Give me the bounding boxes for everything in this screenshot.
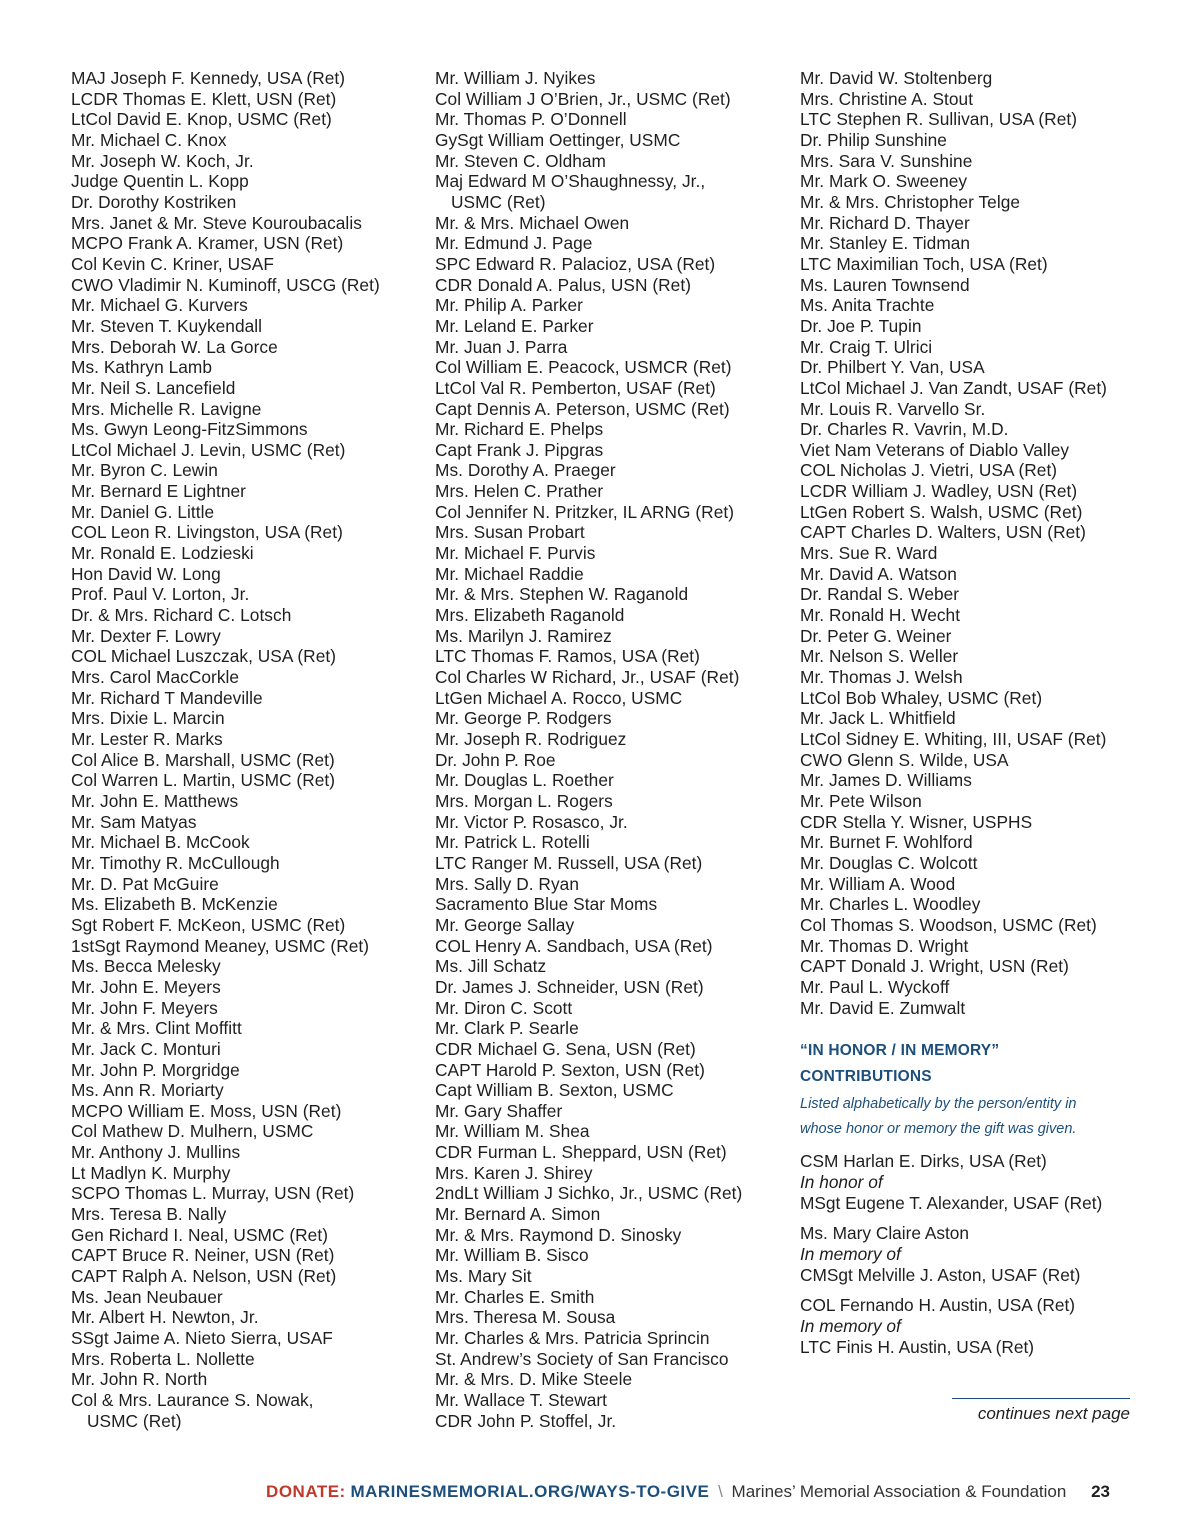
honor-entry (800, 1223, 1145, 1286)
donor-name: Mr. William A. Wood (800, 873, 956, 894)
donor-name: Capt Dennis A. Peterson, USMC (Ret) (435, 398, 730, 419)
donor-name: Mr. Leland E. Parker (435, 315, 594, 336)
donor-name: Mr. D. Pat McGuire (71, 873, 219, 894)
donor-name: Lt Madlyn K. Murphy (71, 1162, 231, 1183)
donor-name: Mr. Richard T Mandeville (71, 687, 263, 708)
donor-column-2 (435, 68, 785, 1431)
donor-name: Mr. Thomas D. Wright (800, 935, 969, 956)
donor-name: Mr. Charles L. Woodley (800, 894, 981, 915)
donor-name: MAJ Joseph F. Kennedy, USA (Ret) (71, 68, 346, 88)
honoree: MSgt Eugene T. Alexander, USAF (Ret) (800, 1193, 1103, 1214)
continues-next-page: continues next page (952, 1398, 1130, 1424)
donor-name: Col Warren L. Martin, USMC (Ret) (71, 770, 336, 791)
honor-note-line-2: whose honor or memory the gift was given. (800, 1121, 1077, 1138)
donor-name: Mr. George P. Rodgers (435, 708, 612, 729)
donor-name: Mr. James D. Williams (800, 770, 972, 791)
donor-name: Mr. John F. Meyers (71, 997, 218, 1018)
donor-name: Dr. Charles R. Vavrin, M.D. (800, 419, 1009, 440)
donor-name: LTC Maximilian Toch, USA (Ret) (800, 253, 1048, 274)
donor-name: Mr. Bernard A. Simon (435, 1204, 601, 1225)
donor-name: COL Leon R. Livingston, USA (Ret) (71, 522, 343, 543)
donor-name: CDR Donald A. Palus, USN (Ret) (435, 274, 692, 295)
donor-name: Mr. Charles E. Smith (435, 1286, 595, 1307)
donor-name: Mr. Douglas C. Wolcott (800, 852, 978, 873)
donor-name: Mrs. Susan Probart (435, 522, 585, 543)
donate-link[interactable]: MARINESMEMORIAL.ORG/WAYS-TO-GIVE (350, 1482, 710, 1501)
donor-name: COL Nicholas J. Vietri, USA (Ret) (800, 460, 1058, 481)
honor-relation: In honor of (800, 1172, 883, 1193)
donor-name: LtCol Sidney E. Whiting, III, USAF (Ret) (800, 729, 1107, 749)
donor-name: Mr. Philip A. Parker (435, 295, 583, 316)
donor-name: 2ndLt William J Sichko, Jr., USMC (Ret) (435, 1183, 743, 1204)
donor-name: CAPT Donald J. Wright, USN (Ret) (800, 956, 1069, 977)
donor-name: Dr. Philip Sunshine (800, 129, 947, 150)
donor-name: Mr. Thomas J. Welsh (800, 667, 963, 688)
page-footer (266, 1482, 1110, 1502)
donor-name: Mr. Craig T. Ulrici (800, 336, 933, 357)
donor-name: CWO Vladimir N. Kuminoff, USCG (Ret) (71, 274, 380, 295)
donor-name: Mr. Stanley E. Tidman (800, 233, 971, 254)
donor-name: Dr. & Mrs. Richard C. Lotsch (71, 605, 292, 626)
donor-name: Capt William B. Sexton, USMC (435, 1080, 674, 1101)
donor-name: Mr. Michael C. Knox (71, 129, 227, 150)
donor-column-3 (800, 68, 1145, 1358)
donor-name: LCDR Thomas E. Klett, USN (Ret) (71, 88, 337, 109)
donor-name: CWO Glenn S. Wilde, USA (800, 749, 1009, 770)
donor-name: Mrs. Roberta L. Nollette (71, 1348, 255, 1369)
donor-name: Mrs. Karen J. Shirey (435, 1162, 593, 1183)
page-number: 23 (1091, 1482, 1110, 1501)
organization-name: Marines’ Memorial Association & Foundation (731, 1482, 1067, 1501)
donor-name: Mr. Bernard E Lightner (71, 481, 246, 502)
donor-name: Mr. Steven C. Oldham (435, 150, 606, 171)
donor-name: Mr. William M. Shea (435, 1121, 590, 1142)
donor-name: Dr. Dorothy Kostriken (71, 191, 237, 212)
donor-name: Mr. Louis R. Varvello Sr. (800, 398, 986, 419)
honor-entry (800, 1151, 1145, 1214)
donor-name: Mr. William B. Sisco (435, 1245, 589, 1266)
donor-name: Mr. Byron C. Lewin (71, 460, 218, 481)
honor-entry (800, 1295, 1145, 1358)
donor-name: LTC Thomas F. Ramos, USA (Ret) (435, 646, 700, 667)
donor-name: Col Alice B. Marshall, USMC (Ret) (71, 749, 335, 770)
donor-name: Mrs. Deborah W. La Gorce (71, 336, 278, 357)
donor-name: Mr. Ronald E. Lodzieski (71, 543, 254, 564)
donor-name: LtCol Val R. Pemberton, USAF (Ret) (435, 377, 716, 398)
donor-name: Mrs. Carol MacCorkle (71, 667, 240, 688)
donor-name: Col William J O’Brien, Jr., USMC (Ret) (435, 88, 731, 109)
donor-name: SPC Edward R. Palacioz, USA (Ret) (435, 253, 716, 274)
donor-name: CAPT Charles D. Walters, USN (Ret) (800, 522, 1086, 543)
donate-label: DONATE: (266, 1482, 346, 1501)
donor-name: Mrs. Sally D. Ryan (435, 873, 579, 894)
donor-name: Mr. Mark O. Sweeney (800, 171, 968, 192)
donor-name-continuation: USMC (Ret) (87, 1410, 182, 1431)
donor-name-continuation: USMC (Ret) (451, 191, 546, 212)
donor-name: Gen Richard I. Neal, USMC (Ret) (71, 1224, 328, 1245)
honor-donor: CSM Harlan E. Dirks, USA (Ret) (800, 1151, 1047, 1172)
donor-name: Mr. Wallace T. Stewart (435, 1390, 608, 1410)
donor-name: Mr. John P. Morgridge (71, 1059, 240, 1080)
donor-name: Mrs. Helen C. Prather (435, 481, 604, 502)
honoree: CMSgt Melville J. Aston, USAF (Ret) (800, 1265, 1081, 1286)
donor-column-1 (71, 68, 421, 1431)
donor-name: Mr. & Mrs. D. Mike Steele (435, 1369, 633, 1390)
donor-name: Mr. Nelson S. Weller (800, 646, 959, 667)
donor-name: Mr. John R. North (71, 1369, 208, 1390)
donor-name: Mr. David E. Zumwalt (800, 997, 966, 1018)
donor-name: Dr. James J. Schneider, USN (Ret) (435, 976, 704, 997)
footer-separator: \ (718, 1482, 723, 1501)
donor-name: LTC Ranger M. Russell, USA (Ret) (435, 852, 703, 873)
donor-name: Mr. Jack C. Monturi (71, 1038, 221, 1059)
donor-name: Ms. Anita Trachte (800, 295, 935, 316)
donor-name: Mr. Richard E. Phelps (435, 419, 604, 440)
honor-donor: COL Fernando H. Austin, USA (Ret) (800, 1295, 1076, 1316)
honor-donor: Ms. Mary Claire Aston (800, 1223, 970, 1244)
donor-name: Mr. Burnet F. Wohlford (800, 832, 973, 853)
donor-name: Ms. Jean Neubauer (71, 1286, 223, 1307)
donor-name: CDR Michael G. Sena, USN (Ret) (435, 1038, 696, 1059)
honor-heading-line-1: “IN HONOR / IN MEMORY” (800, 1042, 1000, 1060)
donor-name: Mr. Neil S. Lancefield (71, 377, 236, 398)
donor-name: Sacramento Blue Star Moms (435, 894, 658, 915)
donor-name: Mr. Patrick L. Rotelli (435, 832, 590, 853)
donor-name: Mrs. Theresa M. Sousa (435, 1307, 616, 1328)
donor-name: Col Thomas S. Woodson, USMC (Ret) (800, 914, 1097, 935)
donor-name: Capt Frank J. Pipgras (435, 439, 604, 460)
donor-name: Mr. David A. Watson (800, 563, 957, 584)
donor-name: SSgt Jaime A. Nieto Sierra, USAF (71, 1328, 333, 1349)
donor-name: CAPT Ralph A. Nelson, USN (Ret) (71, 1266, 337, 1287)
honoree: LTC Finis H. Austin, USA (Ret) (800, 1337, 1034, 1358)
donor-name: Viet Nam Veterans of Diablo Valley (800, 439, 1070, 460)
donor-name: Col & Mrs. Laurance S. Nowak, (71, 1390, 314, 1410)
honor-section-note (800, 1092, 1145, 1142)
donor-name: Dr. Peter G. Weiner (800, 625, 952, 646)
donor-name: Ms. Lauren Townsend (800, 274, 970, 295)
donor-name: Col William E. Peacock, USMCR (Ret) (435, 357, 732, 378)
donor-name: Mr. Ronald H. Wecht (800, 605, 961, 626)
honor-relation: In memory of (800, 1244, 901, 1265)
donor-name: Mr. & Mrs. Christopher Telge (800, 191, 1021, 212)
donor-name: Mr. Michael F. Purvis (435, 543, 596, 564)
donor-name: SCPO Thomas L. Murray, USN (Ret) (71, 1183, 355, 1204)
donor-name: Mr. Diron C. Scott (435, 997, 573, 1018)
donor-name: Mr. Charles & Mrs. Patricia Sprincin (435, 1328, 710, 1349)
donor-name: LtCol Michael J. Van Zandt, USAF (Ret) (800, 377, 1107, 398)
donor-name: Mr. John E. Meyers (71, 976, 221, 997)
donor-name: Mr. & Mrs. Clint Moffitt (71, 1018, 242, 1039)
donor-name: Col Jennifer N. Pritzker, IL ARNG (Ret) (435, 501, 735, 522)
donor-name: Mr. & Mrs. Michael Owen (435, 212, 630, 233)
donor-name: CDR John P. Stoffel, Jr. (435, 1410, 617, 1431)
donor-name: Mr. Richard D. Thayer (800, 212, 970, 233)
donor-name: Maj Edward M O’Shaughnessy, Jr., (435, 171, 706, 192)
donor-name: Mr. Anthony J. Mullins (71, 1142, 241, 1163)
donor-name: Mr. Sam Matyas (71, 811, 197, 832)
donor-name: Judge Quentin L. Kopp (71, 171, 249, 192)
donor-name: Mr. Dexter F. Lowry (71, 625, 221, 646)
donor-name: COL Michael Luszczak, USA (Ret) (71, 646, 337, 667)
donor-name: Mr. Michael B. McCook (71, 832, 250, 853)
donor-name: Mrs. Morgan L. Rogers (435, 790, 613, 811)
donor-name: Dr. Joe P. Tupin (800, 315, 922, 336)
donor-name: Ms. Kathryn Lamb (71, 357, 213, 378)
honor-note-line-1: Listed alphabetically by the person/entity in (800, 1096, 1077, 1113)
donor-name: Col Charles W Richard, Jr., USAF (Ret) (435, 667, 740, 688)
donor-name: CAPT Bruce R. Neiner, USN (Ret) (71, 1245, 335, 1266)
donor-name: Mrs. Janet & Mr. Steve Kouroubacalis (71, 212, 362, 233)
donor-name: Mrs. Dixie L. Marcin (71, 708, 225, 729)
honor-section-heading (800, 1038, 1145, 1090)
donor-name: Col Mathew D. Mulhern, USMC (71, 1121, 314, 1142)
donor-name: Mr. Pete Wilson (800, 790, 922, 811)
donor-name: Mr. Michael G. Kurvers (71, 295, 248, 316)
donor-name: Mr. Thomas P. O’Donnell (435, 109, 627, 130)
honor-heading-line-2: CONTRIBUTIONS (800, 1068, 932, 1086)
donor-name: Mr. Steven T. Kuykendall (71, 315, 263, 336)
donor-name: Ms. Dorothy A. Praeger (435, 460, 616, 481)
donor-name: Mrs. Michelle R. Lavigne (71, 398, 262, 419)
donor-name: Mrs. Elizabeth Raganold (435, 605, 625, 626)
donor-name: Mr. Douglas L. Roether (435, 770, 614, 791)
donor-name: Mr. Edmund J. Page (435, 233, 593, 254)
donor-name: CDR Stella Y. Wisner, USPHS (800, 811, 1033, 832)
donor-name: COL Henry A. Sandbach, USA (Ret) (435, 935, 713, 956)
donor-name: Mr. & Mrs. Stephen W. Raganold (435, 584, 689, 605)
donor-name: Dr. Randal S. Weber (800, 584, 960, 605)
donor-name: Mr. William J. Nyikes (435, 68, 596, 88)
donor-name: MCPO Frank A. Kramer, USN (Ret) (71, 233, 344, 254)
donor-name: GySgt William Oettinger, USMC (435, 129, 681, 150)
donor-name: Mr. Michael Raddie (435, 563, 584, 584)
donor-name: Mr. Albert H. Newton, Jr. (71, 1307, 259, 1328)
donor-name: Ms. Gwyn Leong-FitzSimmons (71, 419, 308, 440)
donor-name: 1stSgt Raymond Meaney, USMC (Ret) (71, 935, 370, 956)
donor-name: LtGen Robert S. Walsh, USMC (Ret) (800, 501, 1083, 522)
donor-name: MCPO William E. Moss, USN (Ret) (71, 1100, 342, 1121)
donor-name: LCDR William J. Wadley, USN (Ret) (800, 481, 1078, 502)
donor-name: Ms. Elizabeth B. McKenzie (71, 894, 278, 915)
donor-name: CDR Furman L. Sheppard, USN (Ret) (435, 1142, 727, 1163)
donor-name: Mr. Joseph W. Koch, Jr. (71, 150, 254, 171)
donor-name: LtCol David E. Knop, USMC (Ret) (71, 109, 332, 130)
donor-name: LTC Stephen R. Sullivan, USA (Ret) (800, 109, 1078, 130)
donor-name: Ms. Marilyn J. Ramirez (435, 625, 612, 646)
donor-name: Ms. Ann R. Moriarty (71, 1080, 224, 1101)
donor-name: Mr. Gary Shaffer (435, 1100, 563, 1121)
donor-name: Mr. George Sallay (435, 914, 575, 935)
honor-relation: In memory of (800, 1316, 901, 1337)
donor-name: CAPT Harold P. Sexton, USN (Ret) (435, 1059, 705, 1080)
donor-name: Dr. Philbert Y. Van, USA (800, 357, 985, 378)
donor-name: Dr. John P. Roe (435, 749, 556, 770)
donor-name: Ms. Mary Sit (435, 1266, 532, 1287)
donor-name: LtCol Michael J. Levin, USMC (Ret) (71, 439, 346, 460)
donor-name: Mr. Jack L. Whitfield (800, 708, 956, 729)
donor-name: Hon David W. Long (71, 563, 221, 584)
donor-name: Mr. & Mrs. Raymond D. Sinosky (435, 1224, 682, 1245)
donor-name: Col Kevin C. Kriner, USAF (71, 253, 274, 274)
donor-name: Mr. Timothy R. McCullough (71, 852, 280, 873)
donor-name: Mr. Clark P. Searle (435, 1018, 579, 1039)
donor-name: Mr. David W. Stoltenberg (800, 68, 993, 88)
donor-name: Mrs. Sara V. Sunshine (800, 150, 973, 171)
donor-name: Mr. Daniel G. Little (71, 501, 215, 522)
donor-name: LtCol Bob Whaley, USMC (Ret) (800, 687, 1043, 708)
donor-name: Ms. Jill Schatz (435, 956, 547, 977)
donor-name: Mrs. Sue R. Ward (800, 543, 938, 564)
donor-name: Prof. Paul V. Lorton, Jr. (71, 584, 250, 605)
donor-name: Mr. Juan J. Parra (435, 336, 568, 357)
donor-name: Ms. Becca Melesky (71, 956, 221, 977)
donor-name: Sgt Robert F. McKeon, USMC (Ret) (71, 914, 346, 935)
donor-name: Mr. Paul L. Wyckoff (800, 976, 950, 997)
donor-name: Mr. Lester R. Marks (71, 729, 223, 749)
donor-name: Mr. Victor P. Rosasco, Jr. (435, 811, 628, 832)
donor-name: Mrs. Christine A. Stout (800, 88, 974, 109)
donor-name: St. Andrew’s Society of San Francisco (435, 1348, 729, 1369)
donor-name: Mrs. Teresa B. Nally (71, 1204, 227, 1225)
donor-name: Mr. Joseph R. Rodriguez (435, 729, 627, 749)
donor-name: Mr. John E. Matthews (71, 790, 239, 811)
donor-name: LtGen Michael A. Rocco, USMC (435, 687, 683, 708)
